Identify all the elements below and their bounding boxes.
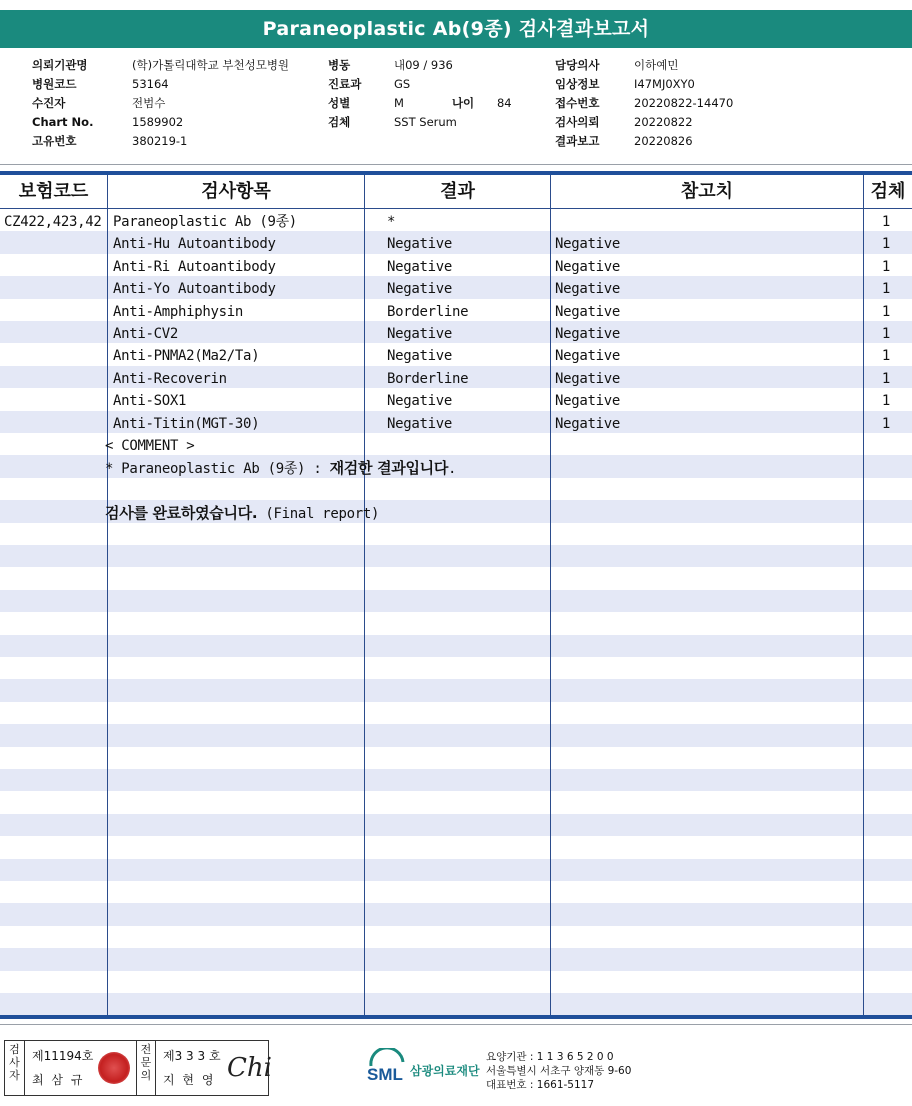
row-stripe <box>0 635 912 657</box>
comment-emphasis: 재검한 결과입니다 <box>329 459 449 478</box>
info-label: 검사의뢰 <box>555 115 600 129</box>
patient-info-column-2 <box>328 56 512 132</box>
header-test-item: 검사항목 <box>201 181 271 202</box>
comment-header: < COMMENT > <box>105 438 195 454</box>
info-row <box>555 75 733 94</box>
table-row <box>0 368 912 390</box>
info-label: 성별 <box>328 96 351 110</box>
specimen-count: 1 <box>881 370 891 387</box>
organization-phone: 대표번호 : 1661-5117 <box>486 1079 595 1091</box>
row-stripe <box>0 679 912 701</box>
specialist-license: 제3 3 3 호 <box>163 1049 221 1063</box>
test-item: Paraneoplastic Ab (9종) <box>113 214 297 230</box>
info-value: 1589902 <box>132 115 184 129</box>
info-label: 수진자 <box>32 96 66 110</box>
test-result: Borderline <box>387 370 469 387</box>
reference-value: Negative <box>555 258 621 275</box>
specialist-name: 지 현 영 <box>163 1073 216 1087</box>
info-value: GS <box>394 77 411 91</box>
test-result: Negative <box>387 281 453 298</box>
report-footer <box>0 1040 912 1100</box>
test-item: Anti-Amphiphysin <box>113 303 244 320</box>
organization-code: 요양기관 : 1 1 3 6 5 2 0 0 <box>486 1051 614 1063</box>
info-value: M <box>394 96 404 110</box>
info-value: 20220826 <box>634 134 693 148</box>
final-report-note <box>105 502 379 524</box>
info-row <box>555 113 733 132</box>
reference-value: Negative <box>555 326 621 342</box>
info-row <box>555 94 733 113</box>
info-label: Chart No. <box>32 115 94 129</box>
inspector-name: 최 삼 규 <box>32 1073 85 1087</box>
reference-value: Negative <box>555 303 621 320</box>
row-stripe <box>0 993 912 1015</box>
specimen-count: 1 <box>881 303 891 320</box>
test-result: Negative <box>387 348 453 365</box>
test-item: Anti-CV2 <box>113 326 179 342</box>
info-row <box>328 56 512 75</box>
inspector-label: 검사자 <box>5 1041 25 1095</box>
info-label: 의뢰기관명 <box>32 58 88 72</box>
specimen-count: 1 <box>881 348 891 365</box>
comment-suffix: . <box>448 461 457 478</box>
comment-prefix: * Paraneoplastic Ab (9종) : <box>105 461 330 478</box>
table-row <box>0 211 912 233</box>
organization-address: 서울특별시 서초구 양재동 9-60 <box>486 1065 632 1077</box>
signature-box <box>4 1040 272 1096</box>
header-reference: 참고치 <box>680 181 734 202</box>
info-value: 20220822 <box>634 115 693 129</box>
info-row <box>32 113 289 132</box>
specimen-count: 1 <box>881 393 891 410</box>
signature-mark: Chi <box>227 1053 272 1083</box>
info-value: 380219-1 <box>132 134 188 148</box>
table-row <box>0 233 912 255</box>
info-label: 임상정보 <box>555 77 600 91</box>
info-label: 접수번호 <box>555 96 600 110</box>
info-row <box>32 132 289 151</box>
table-row <box>0 278 912 300</box>
info-label: 담당의사 <box>555 58 600 72</box>
table-bottom-border <box>0 1015 912 1019</box>
specialist-label: 전문의 <box>136 1041 156 1095</box>
table-row <box>0 390 912 412</box>
test-result: Borderline <box>387 303 469 320</box>
stamp-seal-icon <box>98 1052 130 1084</box>
reference-value: Negative <box>555 393 621 410</box>
specimen-count: 1 <box>881 326 891 342</box>
info-row <box>555 56 733 75</box>
test-item: Anti-Hu Autoantibody <box>113 236 276 253</box>
info-value: 53164 <box>132 77 169 91</box>
patient-info-column-3 <box>555 56 733 151</box>
header-specimen: 검체 <box>870 181 906 202</box>
organization-name: 삼광의료재단 <box>410 1064 480 1078</box>
reference-value: Negative <box>555 348 621 365</box>
insurance-code: CZ422,423,42 <box>4 214 102 230</box>
row-stripe <box>0 590 912 612</box>
info-row <box>32 94 289 113</box>
info-label: 결과보고 <box>555 134 600 148</box>
info-row <box>328 113 512 132</box>
header-result: 결과 <box>440 181 475 202</box>
final-suffix: (Final report) <box>257 506 380 523</box>
table-row <box>0 301 912 323</box>
reference-value: Negative <box>555 236 621 253</box>
info-value: (학)가톨릭대학교 부천성모병원 <box>132 58 290 72</box>
table-row <box>0 413 912 435</box>
row-stripe <box>0 769 912 791</box>
test-result: Negative <box>387 326 453 342</box>
table-row <box>0 345 912 367</box>
info-value: 전범수 <box>132 96 166 110</box>
test-result: Negative <box>387 393 453 410</box>
info-label: 고유번호 <box>32 134 77 148</box>
info-row <box>32 75 289 94</box>
organization-info <box>486 1050 631 1092</box>
header-divider <box>0 208 912 209</box>
test-result: * <box>387 214 396 230</box>
test-result: Negative <box>387 415 453 432</box>
info-value: SST Serum <box>394 115 457 129</box>
report-title: Paraneoplastic Ab(9종) 검사결과보고서 <box>0 10 912 48</box>
info-row <box>328 94 512 113</box>
test-result: Negative <box>387 236 453 253</box>
table-top-border <box>0 171 912 175</box>
test-item: Anti-PNMA2(Ma2/Ta) <box>113 348 260 365</box>
test-item: Anti-Yo Autoantibody <box>113 281 276 298</box>
reference-value: Negative <box>555 370 621 387</box>
divider <box>0 164 912 165</box>
reference-value <box>555 211 855 233</box>
sml-logo-text: SML <box>367 1065 403 1084</box>
info-label: 진료과 <box>328 77 362 91</box>
test-item: Anti-Titin(MGT-30) <box>113 415 260 432</box>
reference-value: Negative <box>555 281 621 298</box>
info-label: 병동 <box>328 58 351 72</box>
test-result: Negative <box>387 258 453 275</box>
comment-line <box>105 457 456 479</box>
header-insurance-code: 보험코드 <box>18 181 89 202</box>
info-value: 내09 / 936 <box>394 58 453 72</box>
specimen-count: 1 <box>881 214 891 230</box>
sml-logo-icon <box>365 1048 409 1088</box>
info-value: 이하예민 <box>634 58 679 72</box>
age-value: 84 <box>496 96 512 110</box>
table-row <box>0 256 912 278</box>
info-label: 병원코드 <box>32 77 77 91</box>
row-stripe <box>0 545 912 567</box>
final-emphasis: 검사를 완료하였습니다. <box>105 504 258 523</box>
reference-value: Negative <box>555 415 621 432</box>
test-item: Anti-Recoverin <box>113 370 227 387</box>
inspector-license: 제11194호 <box>32 1049 94 1063</box>
test-item: Anti-SOX1 <box>113 393 187 410</box>
row-stripe <box>0 724 912 746</box>
age-label: 나이 <box>451 96 475 110</box>
row-stripe <box>0 859 912 881</box>
info-row <box>32 56 289 75</box>
specimen-count: 1 <box>881 258 891 275</box>
info-label: 검체 <box>328 115 351 129</box>
info-value: I47MJ0XY0 <box>634 77 695 91</box>
info-row <box>555 132 733 151</box>
info-row <box>328 75 512 94</box>
specimen-count: 1 <box>881 415 891 432</box>
specimen-count: 1 <box>881 281 891 298</box>
row-stripe <box>0 814 912 836</box>
row-stripe <box>0 903 912 925</box>
table-row <box>0 323 912 345</box>
divider <box>0 1024 912 1025</box>
info-value: 20220822-14470 <box>634 96 734 110</box>
row-stripe <box>0 948 912 970</box>
specimen-count: 1 <box>881 236 891 253</box>
patient-info-column-1 <box>32 56 289 151</box>
test-item: Anti-Ri Autoantibody <box>113 258 276 275</box>
